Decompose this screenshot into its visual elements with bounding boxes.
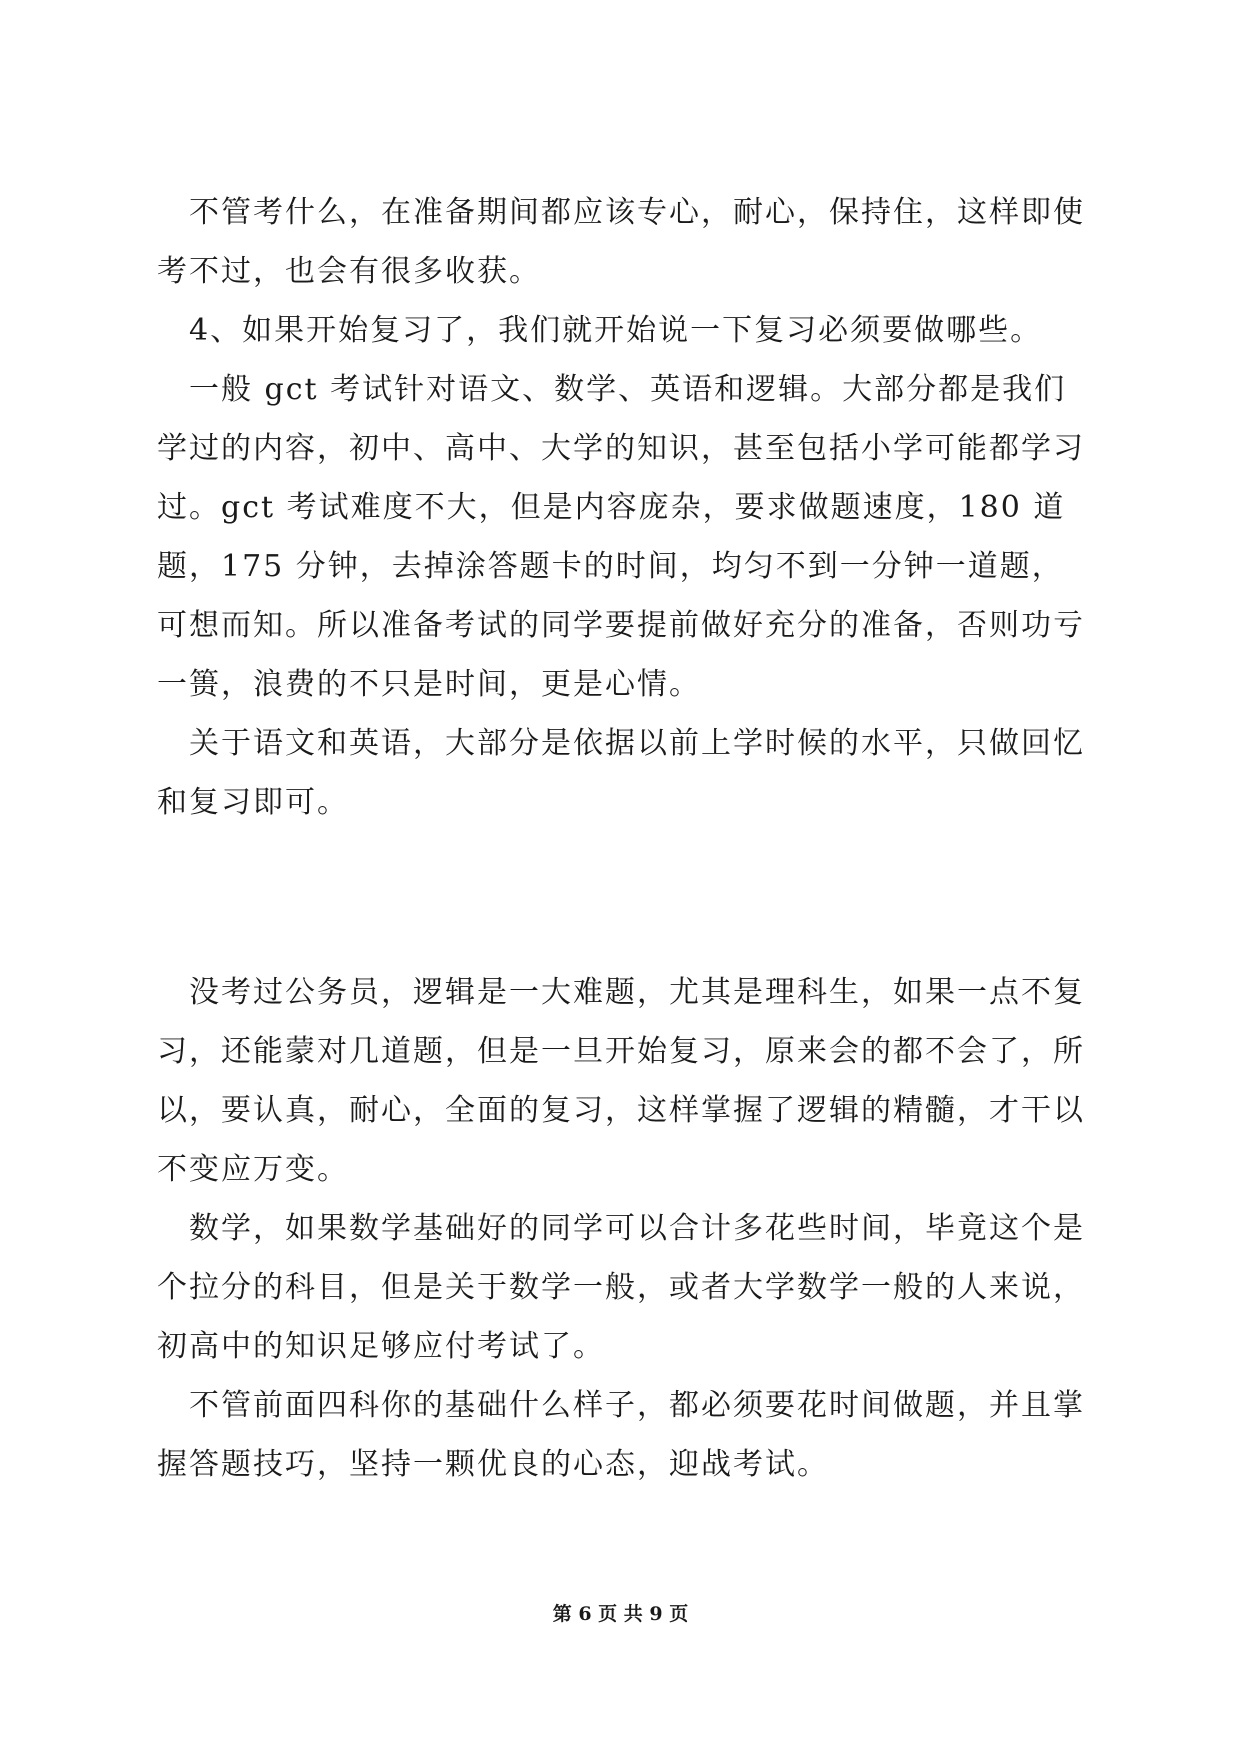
paragraph-persistence: 不管考什么，在准备期间都应该专心，耐心，保持住，这样即使考不过，也会有很多收获。 [157,195,1085,289]
paragraph-gct-overview: 一般 gct 考试针对语文、数学、英语和逻辑。大部分都是我们学过的内容，初中、高中、大学的知识，甚至包括小学可能都学习过。gct 考试难度不大，但是内容庞杂，要求做题速度，180 道题，175 分钟，去掉涂答题卡的时间，均匀不到一分钟一道题，可想而知。所以准备考试的同学要提前做好充分的准备，否则功亏一篑，浪费的不只是时间，更是心情。 [157,372,1085,702]
paragraph-chinese-english: 关于语文和英语，大部分是依据以前上学时候的水平，只做回忆和复习即可。 [157,726,1085,820]
text-block-lower [157,963,1087,1494]
paragraph-math: 数学，如果数学基础好的同学可以合计多花些时间，毕竟这个是个拉分的科目，但是关于数学一般，或者大学数学一般的人来说，初高中的知识足够应付考试了。 [157,1211,1085,1364]
page-footer: 第 6 页 共 9 页 [552,1603,689,1625]
paragraph-practice: 不管前面四科你的基础什么样子，都必须要花时间做题，并且掌握答题技巧，坚持一颗优良的心态，迎战考试。 [157,1388,1085,1482]
text-block-upper [157,183,1087,832]
paragraph-logic: 没考过公务员，逻辑是一大难题，尤其是理科生，如果一点不复习，还能蒙对几道题，但是一旦开始复习，原来会的都不会了，所以，要认真，耐心，全面的复习，这样掌握了逻辑的精髓，才干以不变应万变。 [157,975,1085,1187]
paragraph-review-intro: 4、如果开始复习了，我们就开始说一下复习必须要做哪些。 [189,313,1043,348]
